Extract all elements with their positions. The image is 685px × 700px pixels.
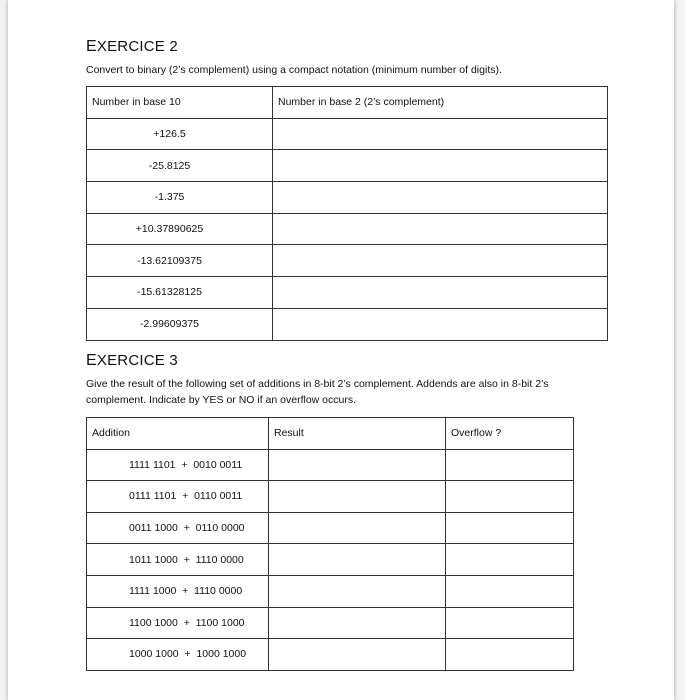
binary-answer-cell[interactable] bbox=[273, 118, 608, 150]
exercise-2-title-initial: E bbox=[86, 38, 97, 55]
exercise-3-instruction-line1: Give the result of the following set of additions in 8-bit 2’s complement. Addends are also in 8-bit 2’s bbox=[86, 378, 549, 390]
overflow-cell[interactable] bbox=[446, 512, 574, 544]
document-page bbox=[8, 0, 674, 700]
result-cell[interactable] bbox=[269, 575, 446, 607]
exercise-3-title-initial: E bbox=[86, 352, 97, 369]
table-row bbox=[87, 512, 574, 544]
addition-expression: 1111 1000 + 1110 0000 bbox=[87, 575, 269, 607]
addition-expression: 0011 1000 + 0110 0000 bbox=[87, 512, 269, 544]
result-cell[interactable] bbox=[269, 481, 446, 513]
column-header: Addition bbox=[87, 418, 269, 450]
binary-answer-cell[interactable] bbox=[273, 308, 608, 340]
table-row bbox=[87, 150, 608, 182]
column-header: Number in base 2 (2’s complement) bbox=[273, 87, 608, 119]
overflow-cell[interactable] bbox=[446, 544, 574, 576]
exercise-3-instruction-line2: complement. Indicate by YES or NO if an overflow occurs. bbox=[86, 394, 357, 406]
decimal-value: -1.375 bbox=[87, 182, 273, 214]
table-row bbox=[87, 213, 608, 245]
table-row bbox=[87, 639, 574, 671]
binary-answer-cell[interactable] bbox=[273, 277, 608, 309]
column-header: Number in base 10 bbox=[87, 87, 273, 119]
overflow-cell[interactable] bbox=[446, 575, 574, 607]
table-row bbox=[87, 245, 608, 277]
table-row bbox=[87, 118, 608, 150]
column-header: Overflow ? bbox=[446, 418, 574, 450]
exercise-2-title bbox=[86, 38, 178, 56]
overflow-cell[interactable] bbox=[446, 449, 574, 481]
overflow-cell[interactable] bbox=[446, 481, 574, 513]
table-header-row bbox=[87, 87, 608, 119]
result-cell[interactable] bbox=[269, 639, 446, 671]
exercise-2-instruction: Convert to binary (2’s complement) using a compact notation (minimum number of digits). bbox=[86, 64, 502, 76]
addition-expression: 1000 1000 + 1000 1000 bbox=[87, 639, 269, 671]
exercise-3-table bbox=[86, 417, 574, 671]
result-cell[interactable] bbox=[269, 544, 446, 576]
table-row bbox=[87, 277, 608, 309]
addition-expression: 0111 1101 + 0110 0011 bbox=[87, 481, 269, 513]
table-header-row bbox=[87, 418, 574, 450]
addition-expression: 1111 1101 + 0010 0011 bbox=[87, 449, 269, 481]
overflow-cell[interactable] bbox=[446, 639, 574, 671]
addition-expression: 1011 1000 + 1110 0000 bbox=[87, 544, 269, 576]
result-cell[interactable] bbox=[269, 607, 446, 639]
table-row bbox=[87, 544, 574, 576]
result-cell[interactable] bbox=[269, 512, 446, 544]
table-row bbox=[87, 182, 608, 214]
addition-expression: 1100 1000 + 1100 1000 bbox=[87, 607, 269, 639]
exercise-2-title-rest: XERCICE 2 bbox=[96, 38, 178, 55]
table-row bbox=[87, 449, 574, 481]
decimal-value: +126.5 bbox=[87, 118, 273, 150]
binary-answer-cell[interactable] bbox=[273, 245, 608, 277]
exercise-3-title-rest: XERCICE 3 bbox=[96, 352, 178, 369]
table-row bbox=[87, 308, 608, 340]
binary-answer-cell[interactable] bbox=[273, 150, 608, 182]
decimal-value: -13.62109375 bbox=[87, 245, 273, 277]
result-cell[interactable] bbox=[269, 449, 446, 481]
overflow-cell[interactable] bbox=[446, 607, 574, 639]
table-row bbox=[87, 607, 574, 639]
decimal-value: -2.99609375 bbox=[87, 308, 273, 340]
table-row bbox=[87, 575, 574, 607]
binary-answer-cell[interactable] bbox=[273, 182, 608, 214]
decimal-value: -25.8125 bbox=[87, 150, 273, 182]
table-row bbox=[87, 481, 574, 513]
column-header: Result bbox=[269, 418, 446, 450]
binary-answer-cell[interactable] bbox=[273, 213, 608, 245]
decimal-value: +10.37890625 bbox=[87, 213, 273, 245]
decimal-value: -15.61328125 bbox=[87, 277, 273, 309]
exercise-3-title bbox=[86, 352, 178, 370]
exercise-2-table bbox=[86, 86, 608, 341]
